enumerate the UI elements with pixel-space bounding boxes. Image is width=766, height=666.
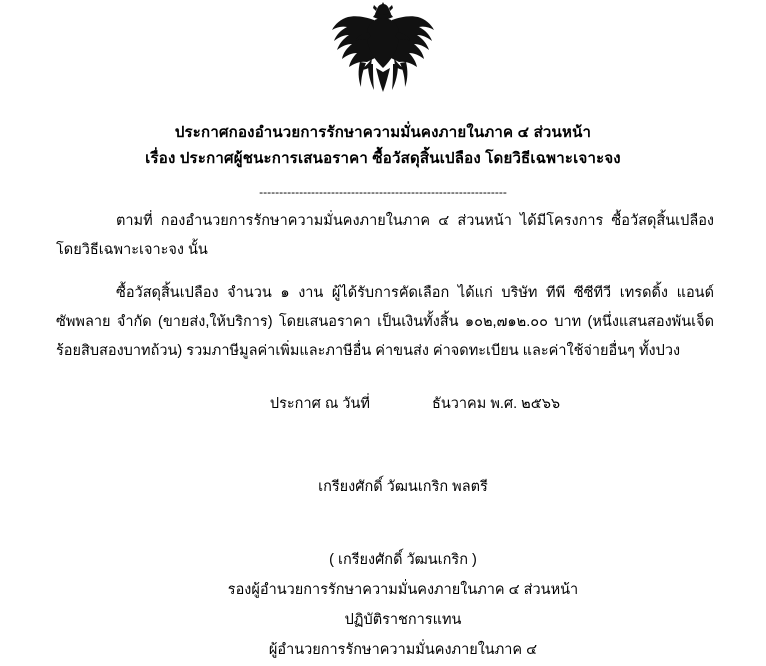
announcement-date-month-year: ธันวาคม พ.ศ. ๒๕๖๖ (431, 395, 561, 412)
paragraph-2: ซื้อวัสดุสิ้นเปลือง จำนวน ๑ งาน ผู้ได้รับการคัดเลือก ได้แก่ บริษัท ทีพี ซีซีทีวี เทรดดิ้ง แอนด์ ซัพพลาย จำกัด (ขายส่ง,ให้บริการ) โดยเสนอราคา เป็นเงินทั้งสิ้น ๑๐๒,๗๑๒.๐๐ บาท (หนึ่งแสนสองพันเจ็ดร้อยสิบสองบาทถ้วน) รวมภาษีมูลค่าเพิ่มและภาษีอื่น ค่าขนส่ง ค่าจดทะเบียน และค่าใช้จ่ายอื่นๆ ทั้งปวง (56, 284, 714, 359)
divider: -------------------------------------------------------------- (259, 184, 507, 199)
title-line-2: เรื่อง ประกาศผู้ชนะการเสนอราคา ซื้อวัสดุสิ้นเปลือง โดยวิธีเฉพาะเจาะจง (145, 150, 621, 168)
document-title (40, 120, 726, 173)
signature-position-line-1: รองผู้อำนวยการรักษาความมั่นคงภายในภาค ๔ ส่วนหน้า (227, 581, 579, 598)
paragraph-1: ตามที่ กองอำนวยการรักษาความมั่นคงภายในภาค ๔ ส่วนหน้า ได้มีโครงการ ซื้อวัสดุสิ้นเปลือง โดยวิธีเฉพาะเจาะจง นั้น (56, 212, 714, 258)
signature-block (56, 473, 714, 666)
garuda-emblem-icon (324, 2, 442, 106)
announcement-date (56, 392, 714, 415)
signature-name: เกรียงศักดิ์ วัฒนเกริก พลตรี (318, 478, 488, 495)
signature-position-line-3: ผู้อำนวยการรักษาความมั่นคงภายในภาค ๔ (268, 642, 538, 659)
document-body (40, 207, 726, 666)
title-line-1: ประกาศกองอำนวยการรักษาความมั่นคงภายในภาค ๔ ส่วนหน้า (174, 124, 592, 141)
announcement-date-prefix: ประกาศ ณ วันที่ (269, 395, 370, 412)
signature-name-paren: ( เกรียงศักดิ์ วัฒนเกริก ) (329, 551, 477, 568)
emblem-container (40, 0, 726, 110)
signature-position-line-2: ปฏิบัติราชการแทน (344, 611, 462, 628)
